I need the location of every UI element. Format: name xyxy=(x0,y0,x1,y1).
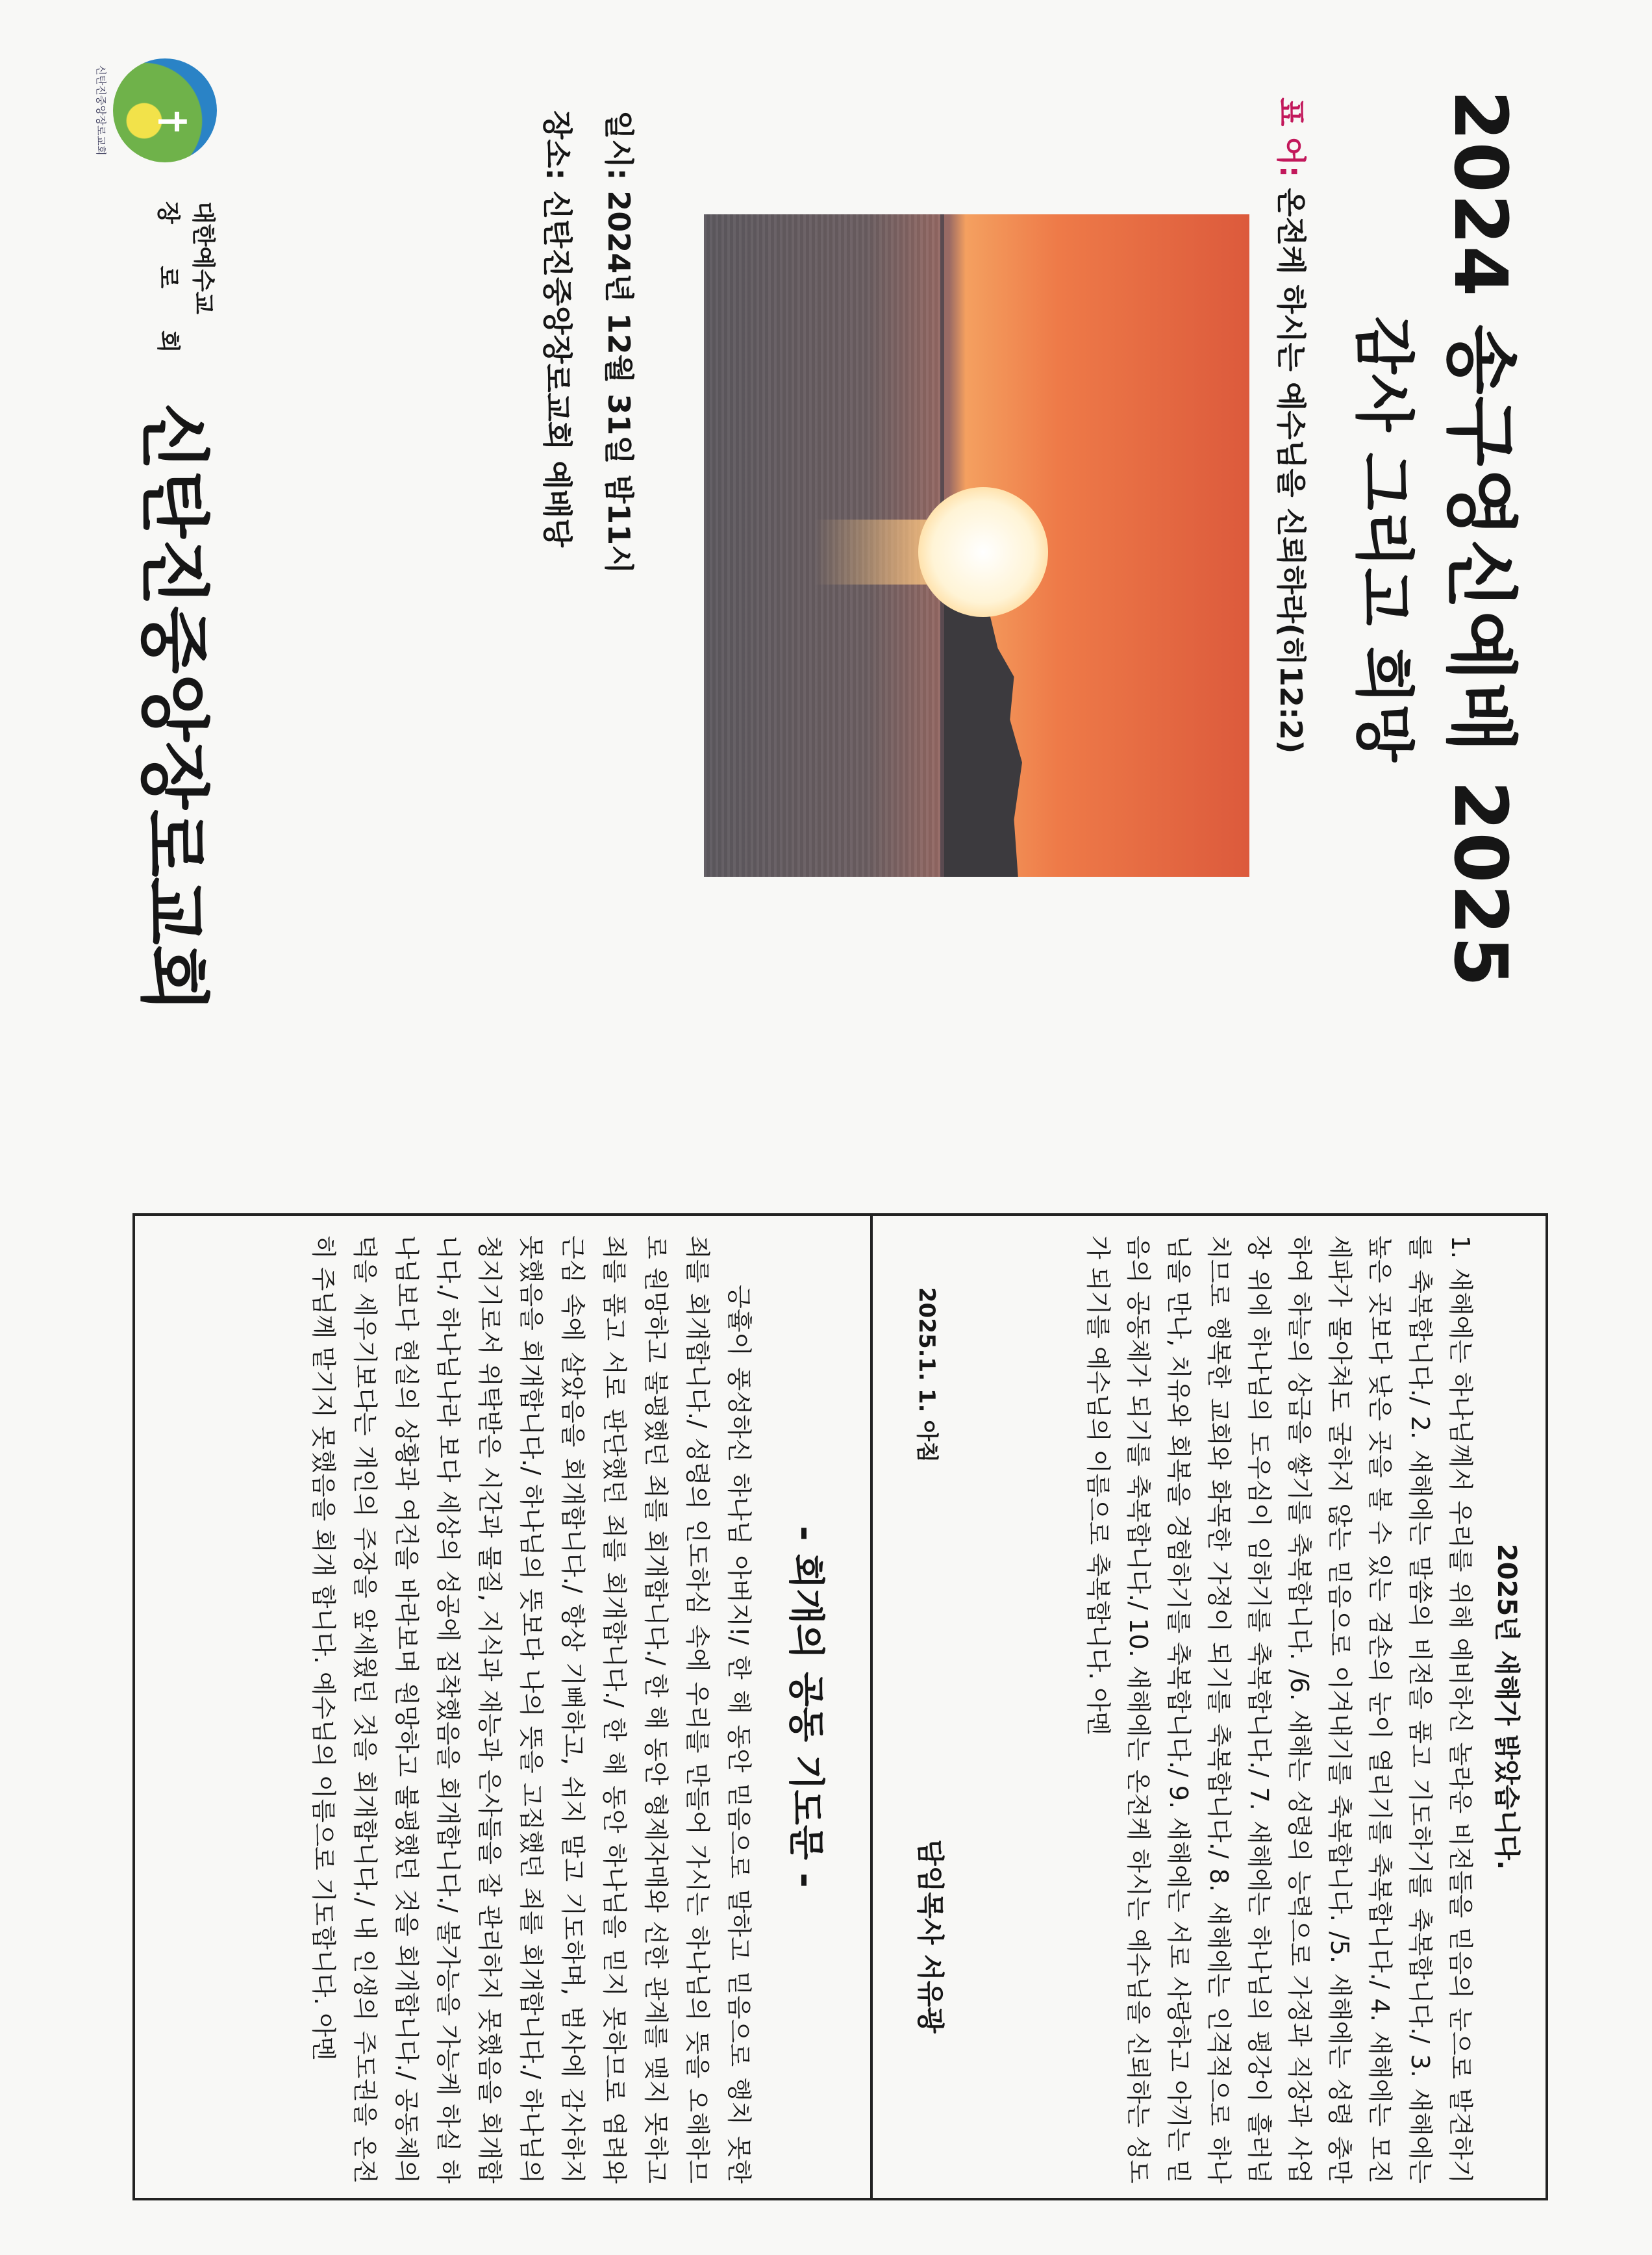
cover-panel xyxy=(0,0,1652,1078)
service-title: 2024 송구영신예배 2025 xyxy=(1438,90,1522,989)
pastor-signature: 담임목사 서유광 xyxy=(914,1839,946,2034)
new-year-blessing-box xyxy=(870,1216,1546,2198)
repentance-body: 긍휼이 풍성하신 하나님 아버지!/ 한 해 동안 믿음으로 말하고 믿음으로 행치 못한 죄를 회개합니다./ 성령의 인도하심 속에 우리를 만들어 가시는 하나님의 뜻을 오해하므로 원망하고 불평했던 죄를 회개합니다./ 한 해 동안 형제자매와 선한 관계를 맺지 못하고 죄를 품고 서로 판단했던 죄를 회개합니다./ 한 해 동안 하나님을 믿지 못하므로 염려와 근심 속에 살았음을 회개합니다./ 항상 기뻐하고, 쉬지 말고 기도하며, 범사에 감사하지 못했음을 회개합니다./ 하나님의 뜻보다 나의 뜻을 고집했던 죄를 회개합니다./ 하나님의 청지기로서 위탁받은 시간과 물질, 지식과 재능과 은사들을 잘 관리하지 못했음을 회개합니다./ 하나님나라 보다 세상의 성공에 집착했음을 회개합니다./ 불가능을 가능케 하실 하나님보다 현실의 상황과 여건을 바라보며 원망하고 불평했던 것을 회개합니다./ 공동체의 덕을 세우기보다는 개인의 주장을 앞세웠던 것을 회개합니다./ 내 인생의 주도권을 온전히 주님께 맡기지 못했음을 회개 합니다. 예수님의 이름으로 기도합니다. 아멘 xyxy=(309,1235,753,2184)
new-year-body: 1. 새해에는 하나님께서 우리를 위해 예비하신 놀라운 비전들을 믿음의 눈으로 발견하기를 축복합니다./ 2. 새해에는 말씀의 비전을 품고 기도하기를 축복합니다./ 3. 새해에는 높은 곳보다 낮은 곳을 볼 수 있는 겸손의 눈이 열리기를 축복합니다./ 4. 새해에는 모진 세파가 몰아쳐도 굴하지 않는 믿음으로 이겨내기를 축복합니다. /5. 새해에는 성령 충만하여 하늘의 상급을 쌓기를 축복합니다. /6. 새해는 성령의 능력으로 가정과 직장과 사업장 위에 하나님의 도우심이 임하기를 축복합니다./ 7. 새해에는 하나님의 평강이 흘러넘치므로 행복한 교회와 화목한 가정이 되기를 축복합니다./ 8. 새해에는 인격적으로 하나님을 만나, 치유와 회복을 경험하기를 축복합니다./ 9. 새해에는 서로 사랑하고 아끼는 믿음의 공동체가 되기를 축복합니다./ 10. 새해에는 온전케 하시는 예수님을 신뢰하는 성도가 되기를 예수님의 이름으로 축복합니다. 아멘 xyxy=(1084,1235,1475,2184)
new-year-date: 2025.1. 1. 아침 xyxy=(914,1287,940,1463)
denomination-line2: 장 로 회 xyxy=(155,201,181,370)
new-year-title: 2025년 새해가 밝았습니다. xyxy=(1492,1543,1521,1871)
denomination-line1: 대한예수교 xyxy=(190,201,216,314)
setting-sun xyxy=(918,487,1048,617)
prayers-panel xyxy=(132,1213,1548,2200)
denomination xyxy=(150,201,220,370)
sunset-photo xyxy=(704,214,1249,877)
island-silhouette xyxy=(941,591,1022,877)
service-date: 일시: 2024년 12월 31일 밤11시 xyxy=(601,110,636,574)
motto-label: 표 어: xyxy=(1273,97,1308,178)
repentance-prayer-box xyxy=(135,1216,870,2198)
service-place: 장소: 신탄진중앙장로교회 예배당 xyxy=(540,110,575,548)
church-name: 신탄진중앙장로교회 xyxy=(132,403,214,1013)
motto-text: 온전케 하시는 예수님을 신뢰하라(히12:2) xyxy=(1273,188,1308,754)
church-logo-icon xyxy=(113,58,217,162)
service-subtitle: 감사 그리고 희망 xyxy=(1349,316,1418,762)
logo-caption: 신탄진중앙장로교회 xyxy=(95,65,107,156)
motto xyxy=(1271,97,1314,1007)
repentance-title: - 회개의 공동 기도문 - xyxy=(784,1526,827,1888)
cross-icon: ✝ xyxy=(149,105,194,138)
